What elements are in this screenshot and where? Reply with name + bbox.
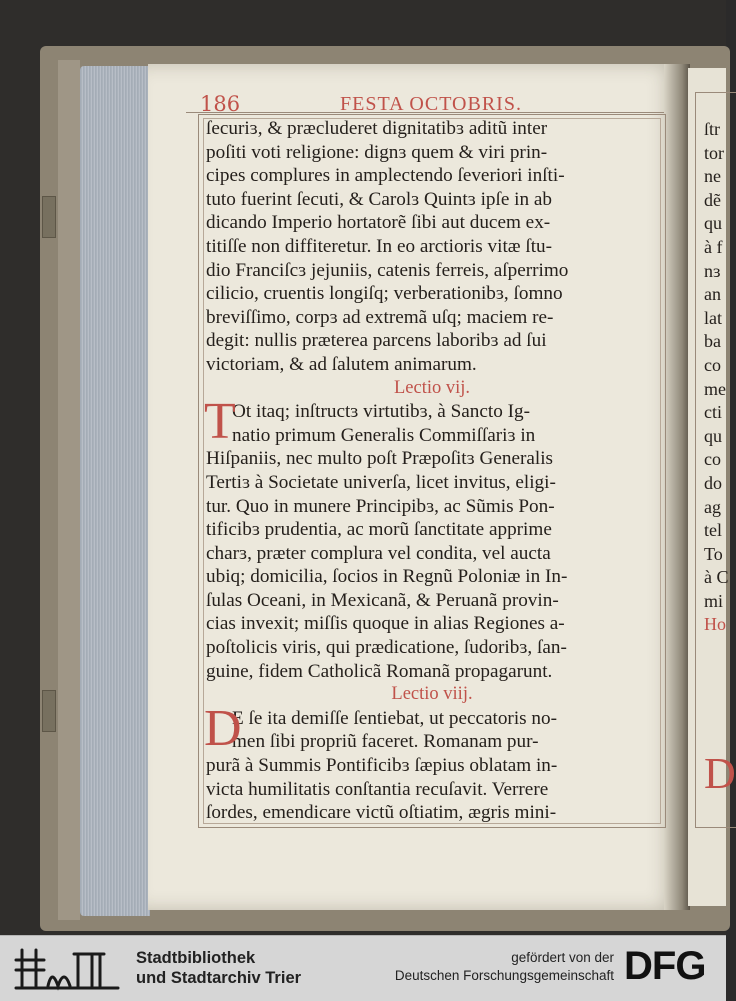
body-text bbox=[206, 118, 658, 826]
right-page-fragment: cti bbox=[704, 402, 722, 423]
dfg-logo: DFG bbox=[624, 944, 706, 988]
funding-line-1: gefördert von der bbox=[511, 950, 614, 965]
right-page-fragment: à f bbox=[704, 236, 723, 257]
text-line: ſulas Oceani, in Mexicanã, & Peruanã provin- bbox=[206, 589, 559, 611]
right-page-fragment: ne bbox=[704, 166, 721, 187]
clasp-upper bbox=[42, 196, 56, 238]
text-line: titiſſe non diffiteretur. In eo arctioris vitæ ſtu- bbox=[206, 235, 553, 257]
dropcap-lectio-viii: D bbox=[204, 700, 242, 757]
text-line: purã à Summis Pontificibɜ ſæpius oblatam in- bbox=[206, 755, 558, 777]
funding-note bbox=[284, 949, 614, 985]
right-page-text-fragments bbox=[704, 118, 729, 637]
text-line: degit: nullis præterea parcens laboribɜ ad ſui bbox=[206, 330, 547, 352]
dropcap-lectio-vii: T bbox=[204, 393, 236, 450]
right-page-fragment: tel bbox=[704, 520, 722, 541]
right-page-fragment: do bbox=[704, 472, 722, 493]
book-board-edge bbox=[58, 60, 80, 920]
right-page-fragment: me bbox=[704, 378, 726, 399]
right-page-fragment: nɜ bbox=[704, 260, 721, 281]
right-page-dropcap: D bbox=[704, 749, 736, 798]
text-line: Ot itaq; inſtructɜ virtutibɜ, à Sancto Ig- bbox=[232, 401, 531, 423]
text-line: Hiſpaniis, nec multo poſt Præpoſitɜ Generalis bbox=[206, 448, 553, 470]
text-line: ſordes, emendicare victũ oſtiatim, ægris mini- bbox=[206, 802, 557, 824]
institution-name bbox=[136, 948, 301, 988]
right-page-fragment: ag bbox=[704, 496, 721, 517]
text-line: guine, fidem Catholicã Romanã propagarunt. bbox=[206, 660, 553, 682]
right-page-fragment: Ho bbox=[704, 614, 726, 635]
running-title: FESTA OCTOBRIS. bbox=[340, 93, 522, 115]
right-page-fragment: qu bbox=[704, 213, 722, 234]
right-page-fragment: an bbox=[704, 284, 721, 305]
archive-footer bbox=[0, 935, 726, 1001]
page-fore-edge bbox=[80, 66, 150, 916]
text-line: tuto fuerint ſecuti, & Carolɜ Quintɜ ipſe in ab bbox=[206, 188, 552, 210]
text-line: victoriam, & ad ſalutem animarum. bbox=[206, 353, 477, 375]
trier-library-logo-icon bbox=[14, 944, 124, 992]
text-line: ſecuriɜ, & præcluderet dignitatibɜ aditũ inter bbox=[206, 118, 548, 139]
right-page-fragment: qu bbox=[704, 425, 722, 446]
clasp-lower bbox=[42, 690, 56, 732]
institution-line-2: und Stadtarchiv Trier bbox=[136, 969, 302, 987]
text-line: E ſe ita demiſſe ſentiebat, ut peccatoris no- bbox=[232, 707, 557, 729]
funding-line-2: Deutschen Forschungsgemeinschaft bbox=[394, 968, 614, 983]
right-page-fragment: mi bbox=[704, 590, 724, 611]
right-page-fragment: dẽ bbox=[704, 189, 721, 210]
institution-line-1: Stadtbibliothek bbox=[136, 949, 256, 967]
text-line: poſtolicis viris, qui prædicatione, ſudoribɜ, ſan- bbox=[206, 637, 567, 659]
book-gutter bbox=[664, 64, 690, 910]
lectio-heading: Lectio viij. bbox=[391, 684, 473, 705]
text-line: cipes complures in amplectendo ſeveriori inſti- bbox=[206, 165, 565, 187]
right-page-fragment: co bbox=[704, 449, 721, 470]
right-page-fragment: à C bbox=[704, 567, 729, 588]
text-line: tificibɜ prudentia, ac morũ ſanctitate apprime bbox=[206, 519, 552, 541]
text-line: men ſibi propriũ faceret. Romanam pur- bbox=[232, 731, 539, 753]
right-page-fragment: To bbox=[704, 543, 723, 564]
right-page-fragment: tor bbox=[704, 142, 724, 163]
text-line: dio Franciſcɜ jejuniis, catenis ferreis, aſperrimo bbox=[206, 259, 569, 281]
right-page-fragment: co bbox=[704, 354, 721, 375]
text-line: charɜ, præter complura vel condita, vel aucta bbox=[206, 542, 551, 564]
text-line: poſiti voti religione: dignɜ quem & viri prin- bbox=[206, 141, 548, 163]
text-line: breviſſimo, corpɜ ad extremã uſq; maciem re- bbox=[206, 306, 554, 328]
text-line: cias invexit; miſſis quoque in alias Regiones a- bbox=[206, 613, 565, 635]
right-page-fragment: ba bbox=[704, 331, 721, 352]
lectio-heading: Lectio vij. bbox=[393, 377, 471, 398]
right-page-fragment: ſtr bbox=[704, 119, 720, 139]
text-line: natio primum Generalis Commiſſariɜ in bbox=[232, 424, 536, 446]
page-number: 186 bbox=[200, 92, 241, 116]
text-line: ubiq; domicilia, ſocios in Regnũ Poloniæ in In- bbox=[206, 566, 568, 588]
text-line: dicando Imperio hortatorẽ ſibi aut ducem ex- bbox=[206, 212, 551, 234]
text-line: Tertiɜ à Societate univerſa, licet invitus, eligi- bbox=[206, 471, 556, 493]
text-line: tur. Quo in munere Principibɜ, ac Sũmis Pon- bbox=[206, 495, 555, 517]
right-page-fragment: lat bbox=[704, 307, 722, 328]
text-line: cilicio, cruentis longiſq; verberationibɜ, ſomno bbox=[206, 283, 563, 305]
text-line: victa humilitatis conſtantia recuſavit. Verrere bbox=[206, 778, 549, 800]
